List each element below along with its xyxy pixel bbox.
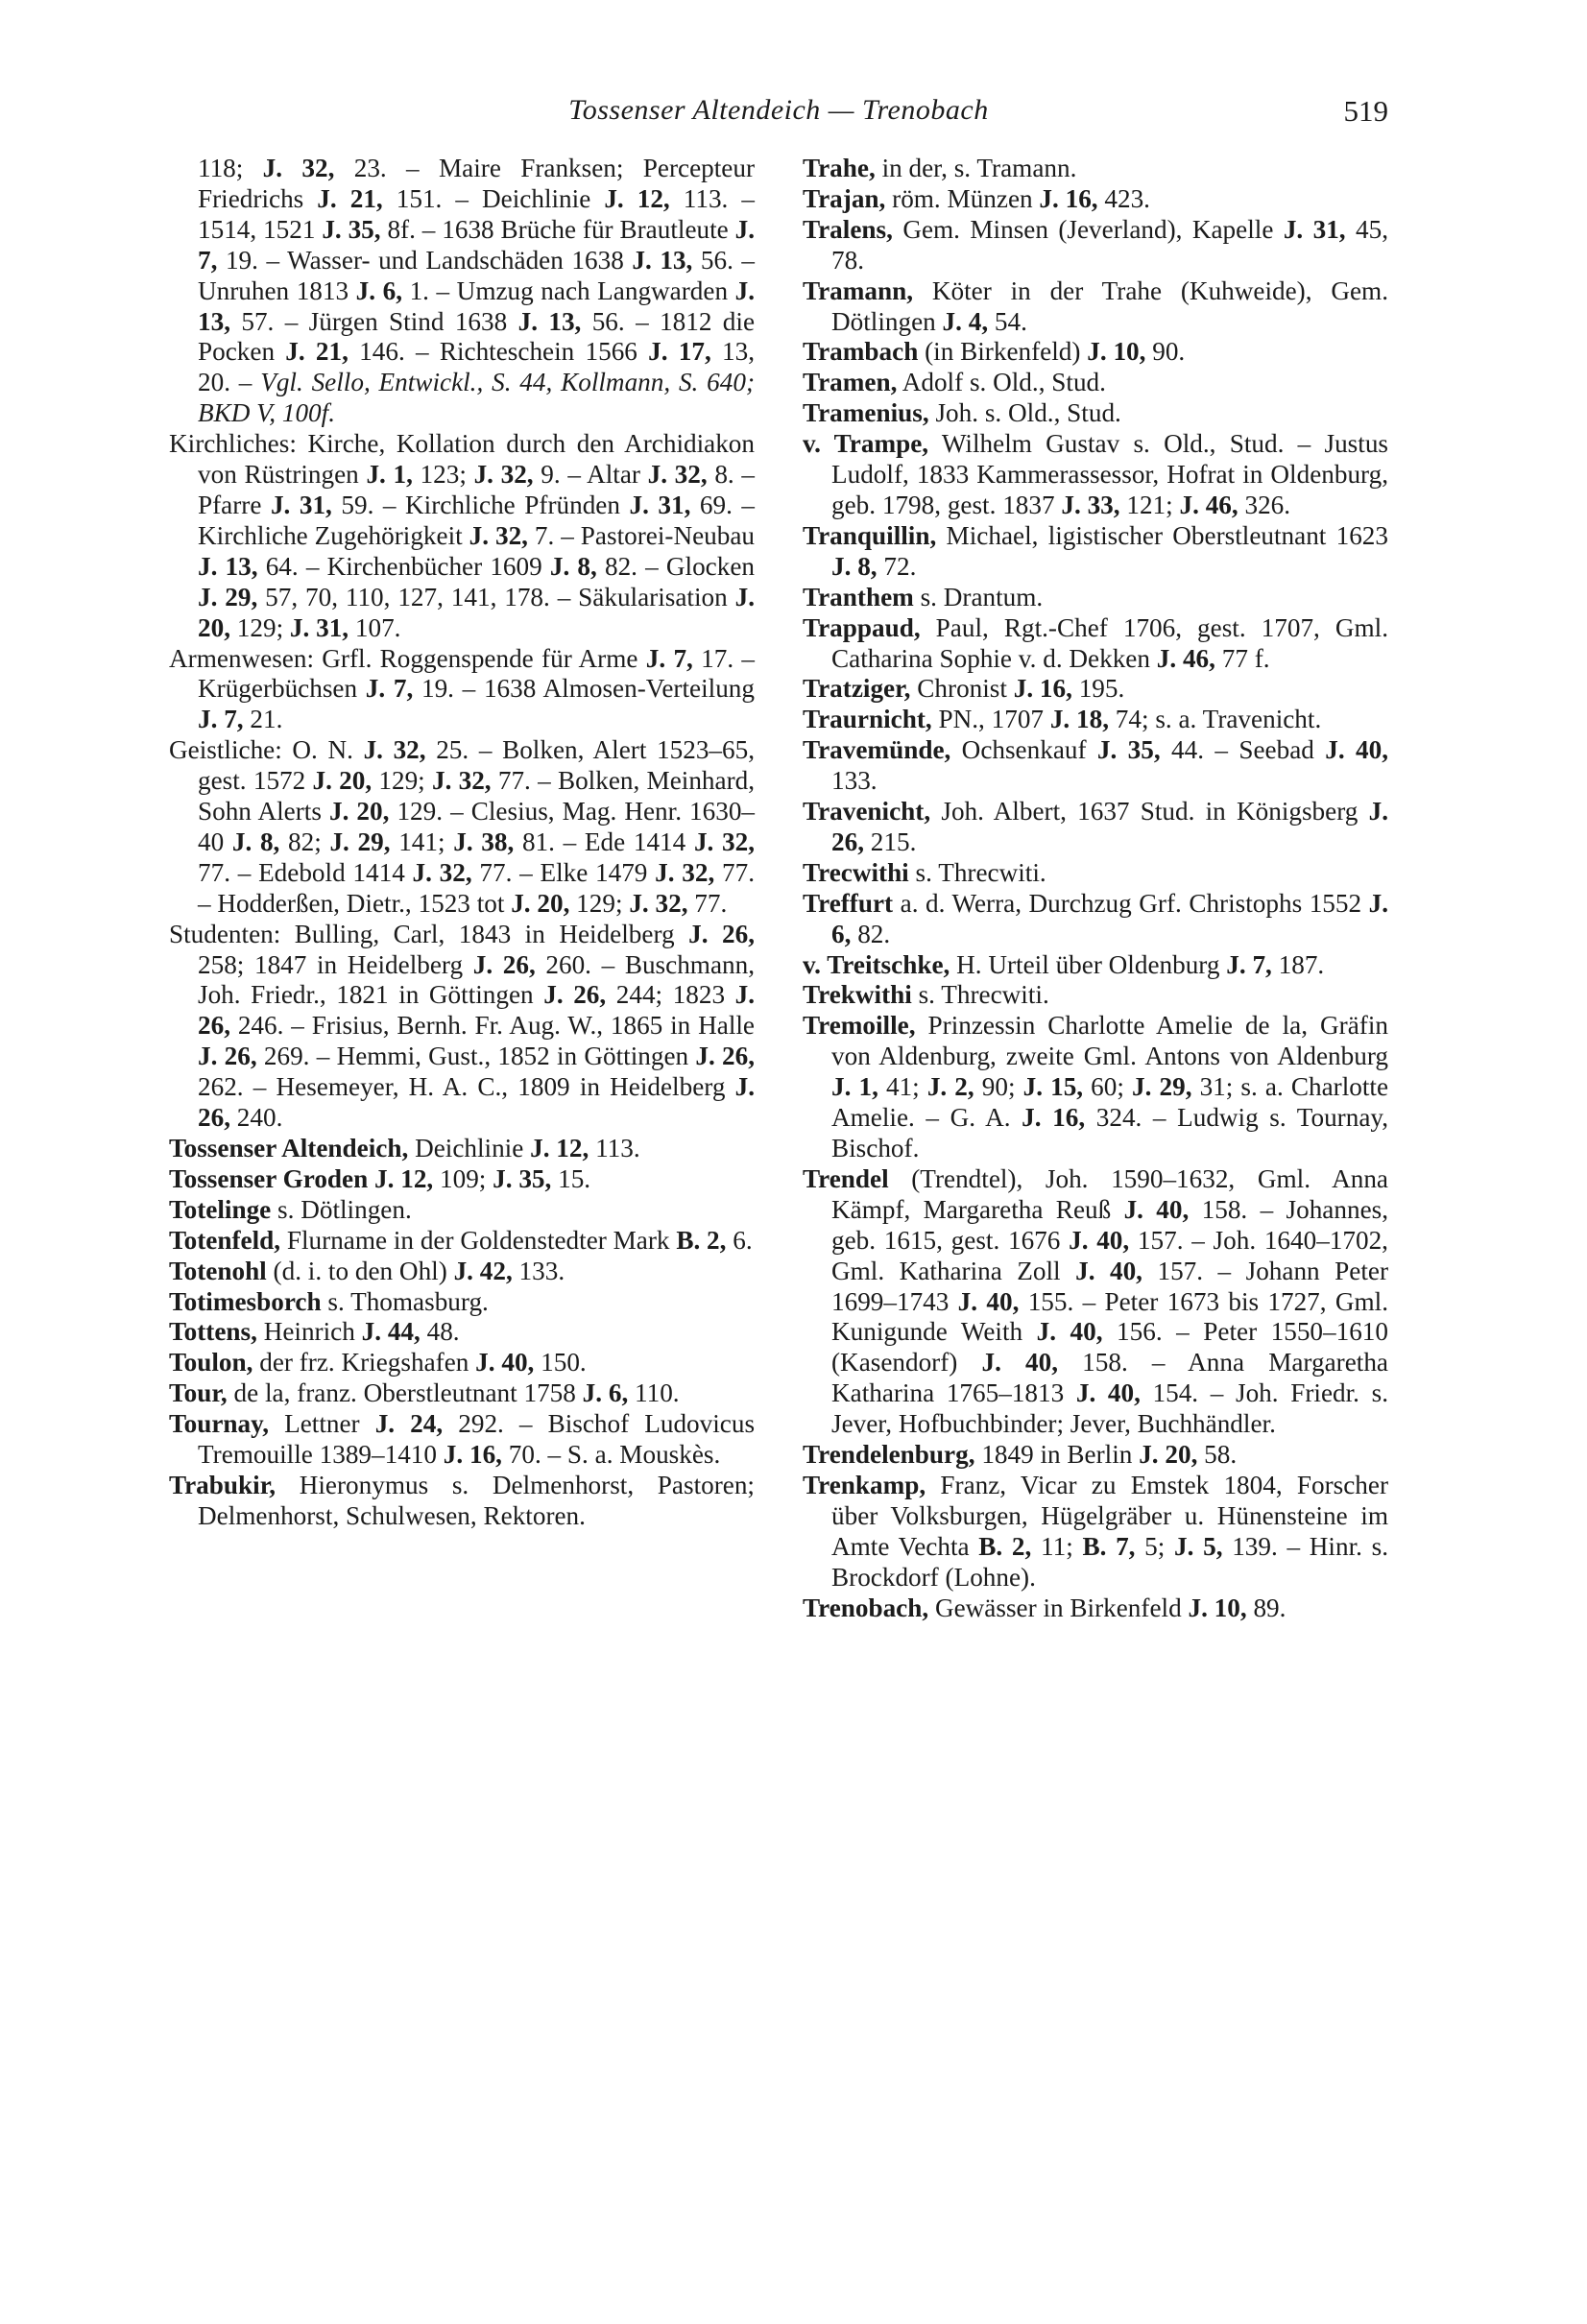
bold-reference: Treffurt <box>803 888 894 918</box>
bold-reference: J. 10, <box>1087 337 1146 367</box>
index-entry <box>169 1348 755 1378</box>
bold-reference: J. 7, <box>645 643 693 673</box>
right-column <box>803 154 1388 1624</box>
index-paragraph <box>169 154 755 429</box>
entry-text: 129; <box>569 888 630 918</box>
entry-text: 107. <box>349 612 401 642</box>
index-entry <box>803 583 1388 613</box>
index-paragraph <box>169 735 755 919</box>
entry-text: Michael, ligistischer Oberstleutnant 1623 <box>936 520 1388 550</box>
entry-text: Studenten: Bulling, Carl, 1843 in Heidelberg <box>169 919 689 948</box>
bold-reference: J. 12, <box>374 1163 434 1193</box>
bold-reference: J. 20, <box>1139 1440 1198 1470</box>
index-paragraph <box>169 644 755 736</box>
bold-reference: J. 32, <box>469 520 528 550</box>
entry-text: 60; <box>1083 1072 1133 1102</box>
bold-reference: J. 32, <box>473 460 534 490</box>
entry-text: 129. – Clesius, Mag. Henr. 1630–40 <box>198 797 756 856</box>
entry-text: 82. <box>851 919 891 948</box>
entry-text: 324. – Ludwig s. Tournay, Bischof. <box>831 1103 1389 1162</box>
bold-reference: Tralens, <box>803 214 893 244</box>
entry-text: 6. <box>726 1225 753 1255</box>
bold-reference: Tottens, <box>169 1317 257 1347</box>
bold-reference: J. 32, <box>655 857 715 887</box>
entry-text: 64. – Kirchenbücher 1609 <box>257 551 550 581</box>
bold-reference: J. 4, <box>942 306 989 336</box>
entry-text: 113. – 1514, 1521 <box>198 183 755 244</box>
entry-text: 195. <box>1071 674 1125 704</box>
entry-text: röm. Münzen <box>885 183 1040 213</box>
bold-reference: Travenicht, <box>803 797 931 827</box>
bold-reference: Trappaud, <box>803 612 921 642</box>
bold-reference: J. 1, <box>366 460 413 490</box>
bold-reference: Tramenius, <box>803 398 929 428</box>
bold-reference: B. 7, <box>1082 1531 1136 1561</box>
entry-text: 81. – Ede 1414 <box>514 827 694 856</box>
index-entry <box>803 980 1388 1011</box>
entry-text: 151. – Deichlinie <box>382 183 605 213</box>
entry-text: 326. <box>1238 490 1291 519</box>
bold-reference: Trendelenburg, <box>803 1440 975 1470</box>
bold-reference: J. 29, <box>198 582 258 611</box>
entry-text: 5; <box>1135 1531 1175 1561</box>
bold-reference: J. 31, <box>1283 214 1346 244</box>
entry-text: 258; 1847 in Heidelberg <box>198 949 473 979</box>
entry-text: Kirchliches: Kirche, Kollation durch den Archidiakon von Rüstringen <box>169 429 755 490</box>
bold-reference: J. 6, <box>582 1378 629 1408</box>
bold-reference: J. 40, <box>1036 1317 1103 1347</box>
entry-text: 129; <box>372 766 432 796</box>
entry-text: 82. – Glocken <box>596 551 756 581</box>
bold-reference: Tournay, <box>169 1409 270 1439</box>
bold-reference: J. 7, <box>198 214 755 275</box>
entry-text: Wilhelm Gustav s. Old., Stud. – Justus Ludolf, 1833 Kammerassessor, Hofrat in Oldenburg, geb. 1798, gest. 1837 <box>831 429 1388 519</box>
index-paragraph <box>169 429 755 643</box>
entry-text: 56. – Unruhen 1813 <box>198 245 756 305</box>
bold-reference: Trajan, <box>803 183 886 213</box>
entry-text: s. Thomasburg. <box>321 1286 489 1316</box>
entry-text: 58. <box>1197 1440 1238 1470</box>
index-entry <box>803 735 1388 797</box>
index-entry <box>169 1409 755 1471</box>
entry-text: 90; <box>974 1072 1023 1102</box>
index-entry <box>803 1011 1388 1164</box>
entry-text: 1849 in Berlin <box>974 1440 1140 1470</box>
bold-reference: J. 7, <box>365 674 414 704</box>
entry-text: 260. – Buschmann, Joh. Friedr., 1821 in Göttingen <box>198 949 755 1010</box>
entry-text: Köter in der Trahe (Kuhweide), Gem. Dötlingen <box>831 276 1388 336</box>
bold-reference: J. 18, <box>1049 705 1109 734</box>
entry-text: 45, 78. <box>831 214 1389 275</box>
entry-text: 187. <box>1271 949 1325 979</box>
entry-text: Prinzessin Charlotte Amelie de la, Gräfin von Aldenburg, zweite Gml. Antons von Aldenburg <box>831 1011 1388 1071</box>
index-entry <box>803 184 1388 215</box>
bold-reference: J. 31, <box>270 490 332 519</box>
bold-reference: Toulon, <box>169 1348 253 1378</box>
bold-reference: J. 44, <box>361 1317 421 1347</box>
bold-reference: J. 26, <box>688 919 756 948</box>
entry-text: 141; <box>390 827 454 856</box>
entry-text: (Trendtel), Joh. 1590–1632, Gml. Anna Kämpf, Margaretha Reuß <box>831 1163 1388 1224</box>
bold-reference: Tossenser Groden <box>169 1163 369 1193</box>
bold-reference: J. 29, <box>1132 1072 1192 1102</box>
bold-reference: J. 10, <box>1188 1593 1247 1622</box>
entry-text: 69. – Kirchliche Zugehörigkeit <box>198 490 756 550</box>
bold-reference: B. 2, <box>978 1531 1032 1561</box>
bold-reference: J. 8, <box>831 551 878 581</box>
bold-reference: Trenobach, <box>803 1593 929 1622</box>
entry-text: Hieronymus s. Delmenhorst, Pastoren; Delmenhorst, Schulwesen, Rektoren. <box>198 1470 755 1530</box>
index-entry <box>803 398 1388 429</box>
entry-text: 292. – Bischof Ludovicus Tremouille 1389–1410 <box>198 1409 756 1470</box>
entry-text: 262. – Hesemeyer, H. A. C., 1809 in Heidelberg <box>198 1072 735 1102</box>
index-entry <box>803 674 1388 705</box>
entry-text: 19. – Wasser- und Landschäden 1638 <box>217 245 633 275</box>
bold-reference: J. 26, <box>472 949 536 979</box>
entry-text: 110. <box>628 1378 680 1408</box>
bold-reference: J. 26, <box>695 1042 756 1071</box>
entry-text: (d. i. to den Ohl) <box>266 1256 454 1285</box>
index-entry <box>803 1440 1388 1471</box>
bold-reference: J. 16, <box>1022 1103 1086 1133</box>
bold-reference: J. 16, <box>1039 183 1098 213</box>
bold-reference: J. 29, <box>329 827 391 856</box>
bold-reference: v. Trampe, <box>803 429 929 459</box>
index-entry <box>169 1378 755 1409</box>
entry-text: 19. – 1638 Almosen-Verteilung <box>413 674 755 704</box>
bold-reference: Trambach <box>803 337 919 367</box>
bold-reference: J. 35, <box>493 1163 552 1193</box>
entry-text: a. d. Werra, Durchzug Grf. Christophs 1552 <box>893 888 1369 918</box>
entry-text: 77. <box>687 888 728 918</box>
entry-text: 157. – Johann Peter 1699–1743 <box>831 1256 1389 1316</box>
italic-reference: Vgl. Sello, Entwickl., S. 44, Kollmann, S. 640; BKD V, 100f. <box>198 368 755 428</box>
index-entry <box>803 858 1388 889</box>
entry-text: 150. <box>534 1348 587 1378</box>
bold-reference: J. 40, <box>1075 1378 1141 1408</box>
entry-text: 133. <box>512 1256 565 1285</box>
bold-reference: J. 24, <box>374 1409 444 1439</box>
entry-text <box>368 1164 374 1193</box>
index-entry <box>169 1257 755 1287</box>
entry-text: 8f. – 1638 Brüche für Brautleute <box>380 214 735 244</box>
bold-reference: Tranthem <box>803 582 914 611</box>
index-entry <box>803 368 1388 398</box>
entry-text: s. Threcwiti. <box>911 980 1049 1010</box>
entry-text: 158. – Johannes, geb. 1615, gest. 1676 <box>831 1194 1389 1255</box>
bold-reference: J. 32, <box>412 857 472 887</box>
index-entry <box>803 950 1388 981</box>
index-entry <box>803 429 1388 521</box>
entry-text: 15. <box>551 1163 591 1193</box>
index-entry <box>169 1164 755 1195</box>
bold-reference: J. 21, <box>317 183 383 213</box>
bold-reference: J. 46, <box>1179 490 1238 519</box>
bold-reference: J. 42, <box>453 1256 513 1285</box>
entry-text: 48. <box>420 1317 460 1347</box>
bold-reference: J. 16, <box>443 1440 502 1470</box>
entry-text: 240. <box>229 1103 283 1133</box>
entry-text: 157. – Joh. 1640–1702, Gml. Katharina Zoll <box>831 1225 1388 1285</box>
bold-reference: J. 32, <box>647 460 708 490</box>
bold-reference: Tratziger, <box>803 674 911 704</box>
bold-reference: J. 32, <box>363 735 426 765</box>
bold-reference: J. 40, <box>1075 1256 1142 1285</box>
bold-reference: J. 20, <box>312 766 373 796</box>
page-header <box>169 94 1388 142</box>
entry-text: 123; <box>412 460 474 490</box>
entry-text: Heinrich <box>256 1317 362 1347</box>
bold-reference: J. 13, <box>198 551 258 581</box>
bold-reference: J. 40, <box>475 1348 535 1378</box>
entry-text: 72. <box>877 551 917 581</box>
bold-reference: Totimesborch <box>169 1286 322 1316</box>
index-entry <box>169 1226 755 1257</box>
bold-reference: J. 13, <box>198 276 755 336</box>
entry-text: 90. <box>1145 337 1186 367</box>
entry-text: 23. – Maire Franksen; Percepteur Friedrichs <box>198 154 756 213</box>
left-column <box>169 154 755 1532</box>
entry-text: 158. – Anna Margaretha Katharina 1765–1813 <box>831 1348 1388 1408</box>
entry-text: 21. <box>243 705 283 734</box>
entry-text: 118; <box>198 154 263 182</box>
bold-reference: Tour, <box>169 1378 228 1408</box>
entry-text: 57, 70, 110, 127, 141, 178. – Säkularisation <box>257 582 735 611</box>
index-entry <box>803 337 1388 368</box>
bold-reference: Trecwithi <box>803 857 909 887</box>
index-entry <box>169 1317 755 1348</box>
entry-text: 109; <box>433 1163 493 1193</box>
bold-reference: J. 40, <box>1325 735 1388 765</box>
bold-reference: J. 8, <box>549 551 597 581</box>
entry-text: 129; <box>229 612 290 642</box>
bold-reference: Trendel <box>803 1163 889 1193</box>
entry-text: 77 f. <box>1214 643 1270 673</box>
entry-text: Joh. Albert, 1637 Stud. in Königsberg <box>930 797 1369 827</box>
bold-reference: J. 33, <box>1061 490 1120 519</box>
bold-reference: J. 12, <box>530 1134 589 1162</box>
entry-text: 77. – Hodderßen, Dietr., 1523 tot <box>198 857 756 918</box>
bold-reference: J. 31, <box>289 612 349 642</box>
bold-reference: Trekwithi <box>803 980 912 1010</box>
entry-text: 133. <box>831 766 878 796</box>
bold-reference: J. 40, <box>957 1286 1020 1316</box>
entry-text: 154. – Joh. Friedr. s. Jever, Hofbuchbinder; Jever, Buchhändler. <box>831 1378 1388 1439</box>
bold-reference: J. 6, <box>831 888 1388 948</box>
bold-reference: J. 20, <box>511 888 570 918</box>
entry-text: in der, s. Tramann. <box>875 154 1077 182</box>
bold-reference: J. 40, <box>1069 1225 1130 1255</box>
bold-reference: J. 7, <box>198 705 244 734</box>
bold-reference: J. 20, <box>328 797 390 827</box>
bold-reference: J. 32, <box>693 827 755 856</box>
entry-text: Joh. s. Old., Stud. <box>928 398 1121 428</box>
bold-reference: J. 8, <box>231 827 280 856</box>
entry-text: Adolf s. Old., Stud. <box>897 368 1106 397</box>
index-entry <box>803 613 1388 675</box>
index-entry <box>803 1164 1388 1440</box>
bold-reference: B. 2, <box>676 1225 727 1255</box>
index-entry <box>169 1134 755 1164</box>
bold-reference: Tranquillin, <box>803 520 937 550</box>
bold-reference: J. 26, <box>198 1072 755 1133</box>
bold-reference: J. 13, <box>632 245 693 275</box>
index-entry <box>803 889 1388 950</box>
index-entry <box>803 797 1388 858</box>
bold-reference: J. 1, <box>831 1072 878 1102</box>
index-entry <box>803 154 1388 184</box>
entry-text: 74; s. a. Travenicht. <box>1108 705 1322 734</box>
bold-reference: J. 26, <box>543 980 607 1010</box>
entry-text: 8. – Pfarre <box>198 460 755 519</box>
entry-text: 82; <box>279 827 330 856</box>
entry-text: Lettner <box>269 1409 375 1439</box>
bold-reference: Totelinge <box>169 1194 272 1224</box>
bold-reference: Tremoille, <box>803 1011 916 1041</box>
bold-reference: Tramann, <box>803 276 914 305</box>
entry-text: Deichlinie <box>408 1134 531 1162</box>
entry-text: s. Dötlingen. <box>271 1194 412 1224</box>
entry-text: 9. – Altar <box>533 460 648 490</box>
entry-text: de la, franz. Oberstleutnant 1758 <box>227 1378 583 1408</box>
entry-text: s. Drantum. <box>913 582 1044 611</box>
bold-reference: Traurnicht, <box>803 705 932 734</box>
bold-reference: J. 38, <box>453 827 515 856</box>
entry-text: Armenwesen: Grfl. Roggenspende für Arme <box>169 643 646 673</box>
entry-text: 155. – Peter 1673 bis 1727, Gml. Kunigunde Weith <box>831 1286 1389 1347</box>
bold-reference: J. 35, <box>322 214 381 244</box>
entry-text: 423. <box>1097 183 1150 213</box>
bold-reference: J. 13, <box>517 306 582 336</box>
bold-reference: Tramen, <box>803 368 898 397</box>
bold-reference: J. 5, <box>1174 1531 1223 1561</box>
entry-text: Geistliche: O. N. <box>169 735 364 765</box>
entry-text: H. Urteil über Oldenburg <box>950 949 1227 979</box>
bold-reference: J. 15, <box>1022 1072 1084 1102</box>
bold-reference: J. 35, <box>1096 735 1161 765</box>
entry-text: 57. – Jürgen Stind 1638 <box>229 306 518 336</box>
entry-text: 31; s. a. Charlotte Amelie. – G. A. <box>831 1072 1389 1133</box>
bold-reference: Tossenser Altendeich, <box>169 1134 409 1162</box>
entry-text: 215. <box>863 827 917 856</box>
bold-reference: J. 32, <box>629 888 688 918</box>
entry-text: 13, 20. – <box>198 337 755 397</box>
entry-text: 246. – Frisius, Bernh. Fr. Aug. W., 1865 in Halle <box>229 1011 755 1041</box>
bold-reference: J. 20, <box>198 582 755 642</box>
entry-text: 11; <box>1031 1531 1083 1561</box>
entry-text: Flurname in der Goldenstedter Mark <box>280 1225 677 1255</box>
running-title: Tossenser Altendeich — Trenobach <box>568 94 989 126</box>
index-entry <box>803 215 1388 276</box>
entry-text: 44. – Seebad <box>1160 735 1326 765</box>
bold-reference: J. 21, <box>285 337 349 367</box>
index-entry <box>169 1287 755 1318</box>
bold-reference: J. 7, <box>1226 949 1272 979</box>
entry-text: 17. – Krügerbüchsen <box>198 643 755 704</box>
bold-reference: Travemünde, <box>803 735 951 765</box>
bold-reference: J. 26, <box>831 797 1388 856</box>
bold-reference: J. 12, <box>604 183 670 213</box>
entry-text: 156. – Peter 1550–1610 (Kasendorf) <box>831 1317 1388 1378</box>
index-entry <box>803 521 1388 583</box>
entry-text: 146. – Richteschein 1566 <box>348 337 649 367</box>
index-entry <box>169 1195 755 1226</box>
entry-text: Paul, Rgt.-Chef 1706, gest. 1707, Gml. Catharina Sophie v. d. Dekken <box>831 612 1388 673</box>
entry-text: 25. – Bolken, Alert 1523–65, gest. 1572 <box>198 735 755 796</box>
entry-text: 1. – Umzug nach Langwarden <box>402 276 735 305</box>
index-entry <box>803 276 1388 338</box>
entry-text: Gewässer in Birkenfeld <box>928 1593 1189 1622</box>
index-paragraph <box>169 920 755 1134</box>
entry-text: 77. – Edebold 1414 <box>198 857 413 887</box>
bold-reference: J. 16, <box>1013 674 1072 704</box>
bold-reference: J. 31, <box>629 490 691 519</box>
bold-reference: J. 2, <box>926 1072 974 1102</box>
entry-text: Gem. Minsen (Jeverland), Kapelle <box>892 214 1284 244</box>
bold-reference: Totenohl <box>169 1256 267 1285</box>
entry-text: 41; <box>878 1072 927 1102</box>
bold-reference: J. 6, <box>355 276 402 305</box>
entry-text: (in Birkenfeld) <box>918 337 1088 367</box>
entry-text: 121; <box>1119 490 1180 519</box>
index-entry <box>803 1593 1388 1624</box>
entry-text: 54. <box>988 306 1027 336</box>
entry-text: 269. – Hemmi, Gust., 1852 in Göttingen <box>256 1042 696 1071</box>
page-number: 519 <box>1343 94 1388 128</box>
bold-reference: J. 46, <box>1156 643 1215 673</box>
entry-text: 244; 1823 <box>606 980 735 1010</box>
bold-reference: J. 40, <box>981 1348 1059 1378</box>
bold-reference: J. 32, <box>262 154 335 182</box>
bold-reference: Trahe, <box>803 154 876 182</box>
entry-text: 139. – Hinr. s. Brockdorf (Lohne). <box>831 1531 1388 1592</box>
entry-text: 89. <box>1246 1593 1286 1622</box>
entry-text: der frz. Kriegshafen <box>252 1348 476 1378</box>
index-entry <box>803 1471 1388 1593</box>
entry-text: Ochsenkauf <box>950 735 1097 765</box>
entry-text: 59. – Kirchliche Pfründen <box>331 490 630 519</box>
entry-text: 77. – Elke 1479 <box>471 857 656 887</box>
entry-text: Chronist <box>910 674 1014 704</box>
index-entry <box>169 1471 755 1532</box>
entry-text: 56. – 1812 die Pocken <box>198 306 756 367</box>
bold-reference: J. 26, <box>198 1042 257 1071</box>
bold-reference: J. 40, <box>1123 1194 1190 1224</box>
entry-text: Franz, Vicar zu Emstek 1804, Forscher über Volksburgen, Hügelgräber u. Hünensteine im Amte Vechta <box>831 1470 1388 1561</box>
bold-reference: Trabukir, <box>169 1470 277 1499</box>
entry-text: PN., 1707 <box>931 705 1050 734</box>
entry-text: 7. – Pastorei-Neubau <box>527 520 755 550</box>
index-entry <box>803 705 1388 735</box>
bold-reference: Trenkamp, <box>803 1470 926 1499</box>
bold-reference: J. 26, <box>198 980 756 1041</box>
bold-reference: v. Treitschke, <box>803 949 950 979</box>
entry-text: 77. – Bolken, Meinhard, Sohn Alerts <box>198 766 756 827</box>
bold-reference: Totenfeld, <box>169 1225 281 1255</box>
entry-text: 113. <box>589 1134 640 1162</box>
bold-reference: J. 17, <box>648 337 711 367</box>
bold-reference: J. 32, <box>431 766 492 796</box>
entry-text: s. Threcwiti. <box>908 857 1046 887</box>
entry-text: 70. – S. a. Mouskès. <box>501 1440 721 1470</box>
